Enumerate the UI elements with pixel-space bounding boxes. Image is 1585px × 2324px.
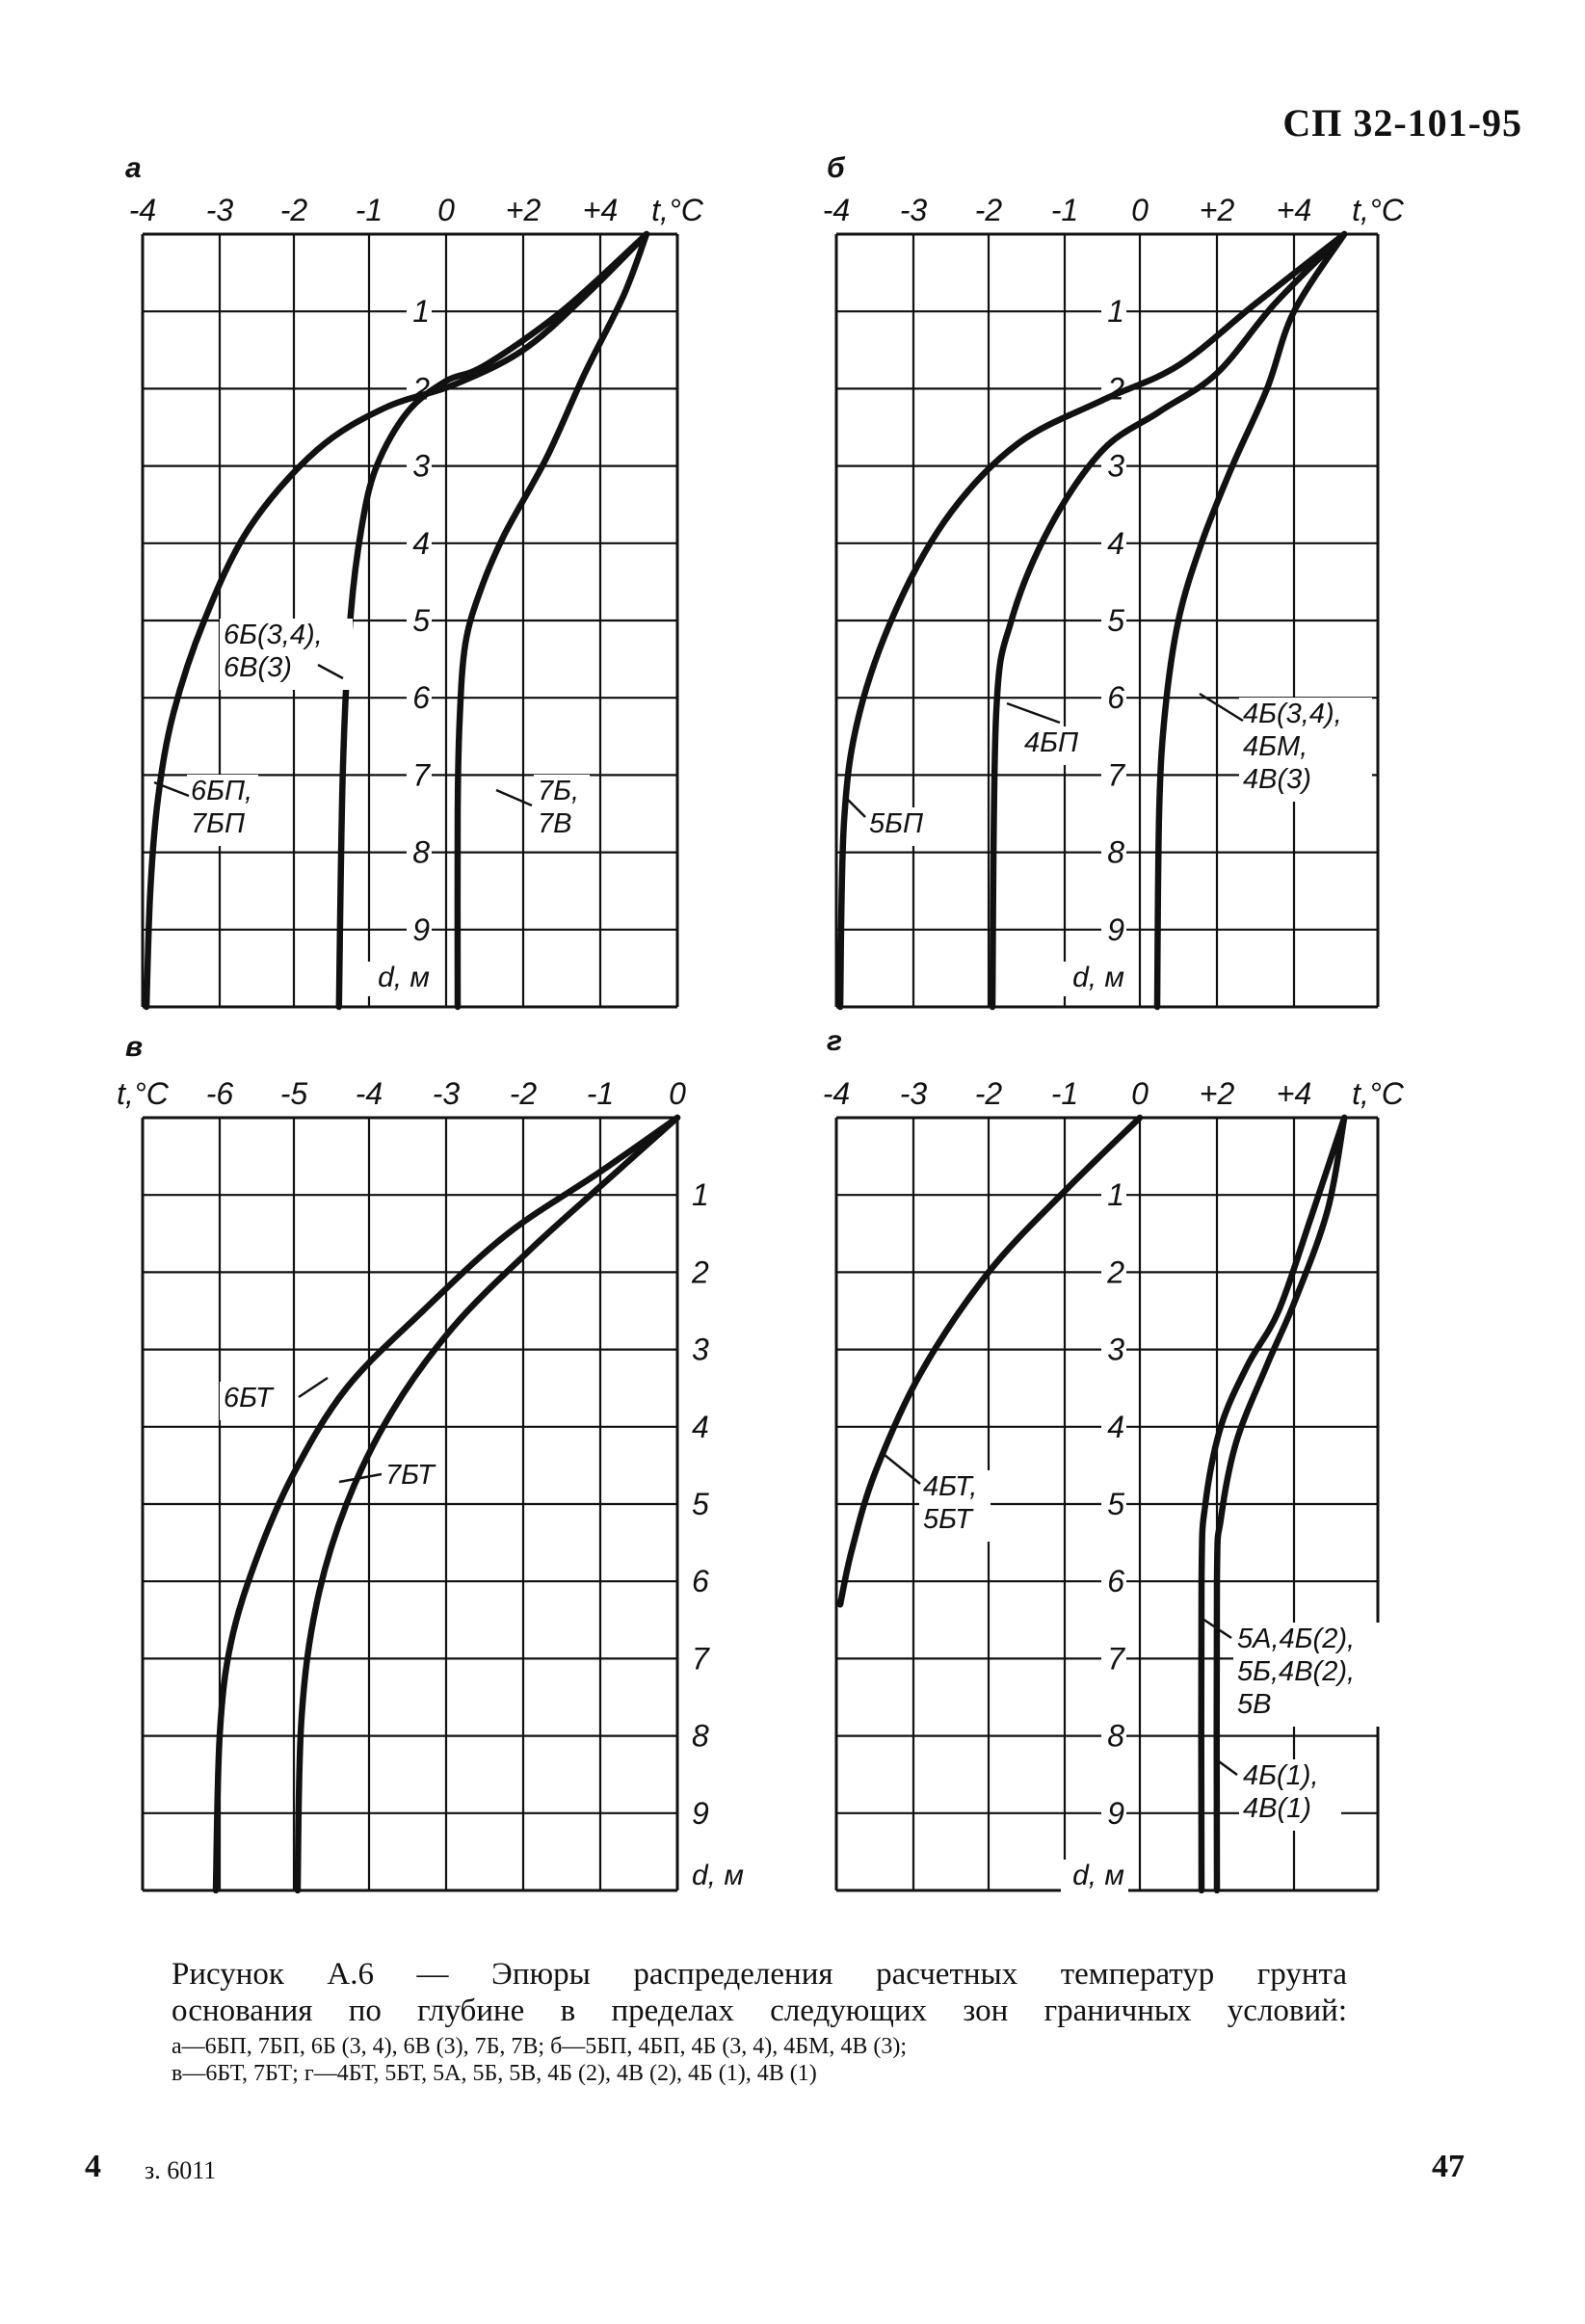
curve-label-text: 4В(1) (1243, 1793, 1311, 1824)
depth-tick-label: 4 (412, 525, 430, 561)
depth-tick-label: 3 (412, 448, 430, 484)
x-tick-label: -1 (355, 193, 383, 227)
depth-axis-label: d, м (378, 962, 430, 993)
x-tick-label: +2 (1199, 1076, 1235, 1111)
x-tick-label: -4 (355, 1076, 383, 1111)
depth-tick-label: 7 (692, 1641, 709, 1677)
x-tick-label: -2 (279, 193, 308, 227)
depth-tick-label: 2 (412, 371, 430, 407)
x-tick-label: +2 (1199, 193, 1235, 227)
x-tick-label: -3 (205, 193, 234, 227)
depth-axis-label: d, м (692, 1860, 744, 1891)
x-tick-label: -3 (432, 1076, 461, 1111)
depth-tick-label: 6 (692, 1564, 709, 1599)
depth-tick-label: 2 (1107, 1254, 1124, 1290)
depth-tick-label: 5 (412, 603, 430, 638)
depth-tick-label: 3 (1107, 448, 1124, 484)
x-tick-label: t,°С (1352, 193, 1404, 227)
footer-sheet-number: 4 (85, 2149, 101, 2184)
depth-tick-label: 4 (1107, 1409, 1124, 1444)
depth-axis-label: d, м (1072, 1860, 1124, 1891)
x-tick-label: 0 (669, 1076, 686, 1111)
depth-tick-label: 5 (1107, 1487, 1124, 1521)
x-tick-label: -3 (899, 1076, 928, 1111)
depth-tick-label: 1 (692, 1177, 709, 1213)
curve-label-text: 4В(3) (1243, 764, 1311, 795)
caption-line-2: основания по глубине в пределах следующих зон граничных условий: (172, 1994, 1347, 2028)
x-tick-label: -6 (205, 1076, 234, 1111)
depth-tick-label: 9 (1107, 1795, 1124, 1831)
curve-label-text: 4БМ, (1243, 731, 1308, 762)
footer-order-code: з. 6011 (145, 2156, 217, 2184)
depth-tick-label: 4 (1107, 525, 1124, 561)
curve-label-text: 5БТ (923, 1504, 972, 1535)
depth-tick-label: 9 (412, 911, 430, 947)
x-tick-label: -2 (974, 193, 1003, 227)
panel-letter-a: а (125, 152, 142, 184)
depth-tick-label: 6 (1107, 1564, 1124, 1599)
x-tick-label: +4 (582, 193, 619, 227)
curve-label-text: 5Б,4В(2), (1237, 1656, 1356, 1687)
depth-tick-label: 8 (412, 834, 430, 870)
figure-caption (172, 1956, 1347, 2087)
depth-tick-label: 2 (1107, 371, 1124, 407)
panel-letter-g: г (827, 1025, 843, 1057)
curve-label-text: 4Б(3,4), (1243, 699, 1342, 729)
x-tick-label: -2 (509, 1076, 538, 1111)
depth-axis-label: d, м (1072, 962, 1124, 993)
x-tick-label: -3 (899, 193, 928, 227)
x-tick-label: -4 (822, 1076, 851, 1111)
depth-tick-label: 5 (1107, 603, 1124, 638)
x-tick-label: -1 (1050, 193, 1079, 227)
curve-label-text: 6БП, (191, 776, 253, 806)
depth-tick-label: 8 (1107, 1718, 1124, 1754)
curve-label-text: 4Б(1), (1243, 1760, 1319, 1791)
depth-tick-label: 6 (1107, 680, 1124, 716)
curve-label-text: 7БТ (385, 1460, 435, 1491)
depth-tick-label: 7 (1107, 757, 1124, 793)
depth-tick-label: 2 (692, 1254, 709, 1290)
depth-tick-label: 9 (692, 1795, 709, 1831)
caption-line-3: а—6БП, 7БП, 6Б (3, 4), 6В (3), 7Б, 7В; б—5БП, 4БП, 4Б (3, 4), 4БМ, 4В (3); (172, 2034, 908, 2059)
caption-line-4: в—6БТ, 7БТ; г—4БТ, 5БТ, 5А, 5Б, 5В, 4Б (2), 4В (2), 4Б (1), 4В (1) (172, 2061, 817, 2086)
x-tick-label: -2 (974, 1076, 1003, 1111)
x-tick-label: 0 (1131, 193, 1149, 227)
x-tick-label: t,°С (117, 1076, 169, 1111)
curve-label-leader (885, 1455, 920, 1484)
x-tick-label: +4 (1276, 1076, 1312, 1111)
panel-letter-b: б (827, 152, 845, 184)
depth-tick-label: 8 (1107, 834, 1124, 870)
depth-tick-label: 8 (692, 1718, 709, 1754)
curve-label-text: 4БТ, (923, 1471, 978, 1502)
depth-tick-label: 1 (1107, 1177, 1124, 1213)
curve-label-text: 5А,4Б(2), (1237, 1624, 1356, 1654)
depth-tick-label: 5 (692, 1487, 709, 1521)
curve-label-text: 5В (1237, 1689, 1272, 1720)
depth-tick-label: 4 (692, 1409, 709, 1444)
curve-label-text: 4БП (1024, 727, 1079, 758)
depth-tick-label: 7 (1107, 1641, 1124, 1677)
depth-tick-label: 1 (412, 294, 430, 330)
x-tick-label: -1 (1050, 1076, 1079, 1111)
curve-label-text: 6БТ (224, 1383, 273, 1413)
curve-label-text: 6В(3) (224, 652, 292, 683)
page-number: 47 (1432, 2149, 1465, 2184)
document-code: СП 32-101-95 (1282, 101, 1522, 145)
curve-label-text: 6Б(3,4), (224, 620, 323, 650)
curve-label-text: 7БП (191, 808, 246, 839)
curve-label-text: 7Б, (538, 776, 580, 806)
x-tick-label: -4 (128, 193, 157, 227)
x-tick-label: -1 (586, 1076, 615, 1111)
x-tick-label: +2 (505, 193, 542, 227)
x-tick-label: t,°С (1352, 1076, 1404, 1111)
curve-label-text: 5БП (869, 808, 924, 839)
depth-tick-label: 7 (412, 757, 430, 793)
caption-line-1: Рисунок А.6 — Эпюры распределения расчетных температур грунта (172, 1957, 1347, 1992)
x-tick-label: -4 (822, 193, 851, 227)
depth-tick-label: 9 (1107, 911, 1124, 947)
depth-tick-label: 3 (692, 1332, 709, 1367)
depth-tick-label: 6 (412, 680, 430, 716)
x-tick-label: t,°С (651, 193, 703, 227)
x-tick-label: 0 (1131, 1076, 1149, 1111)
x-tick-label: 0 (437, 193, 455, 227)
x-tick-label: -5 (279, 1076, 308, 1111)
panel-letter-v: в (125, 1031, 144, 1063)
x-tick-label: +4 (1276, 193, 1312, 227)
curve-label-text: 7В (538, 808, 572, 839)
depth-tick-label: 3 (1107, 1332, 1124, 1367)
depth-tick-label: 1 (1107, 294, 1124, 330)
